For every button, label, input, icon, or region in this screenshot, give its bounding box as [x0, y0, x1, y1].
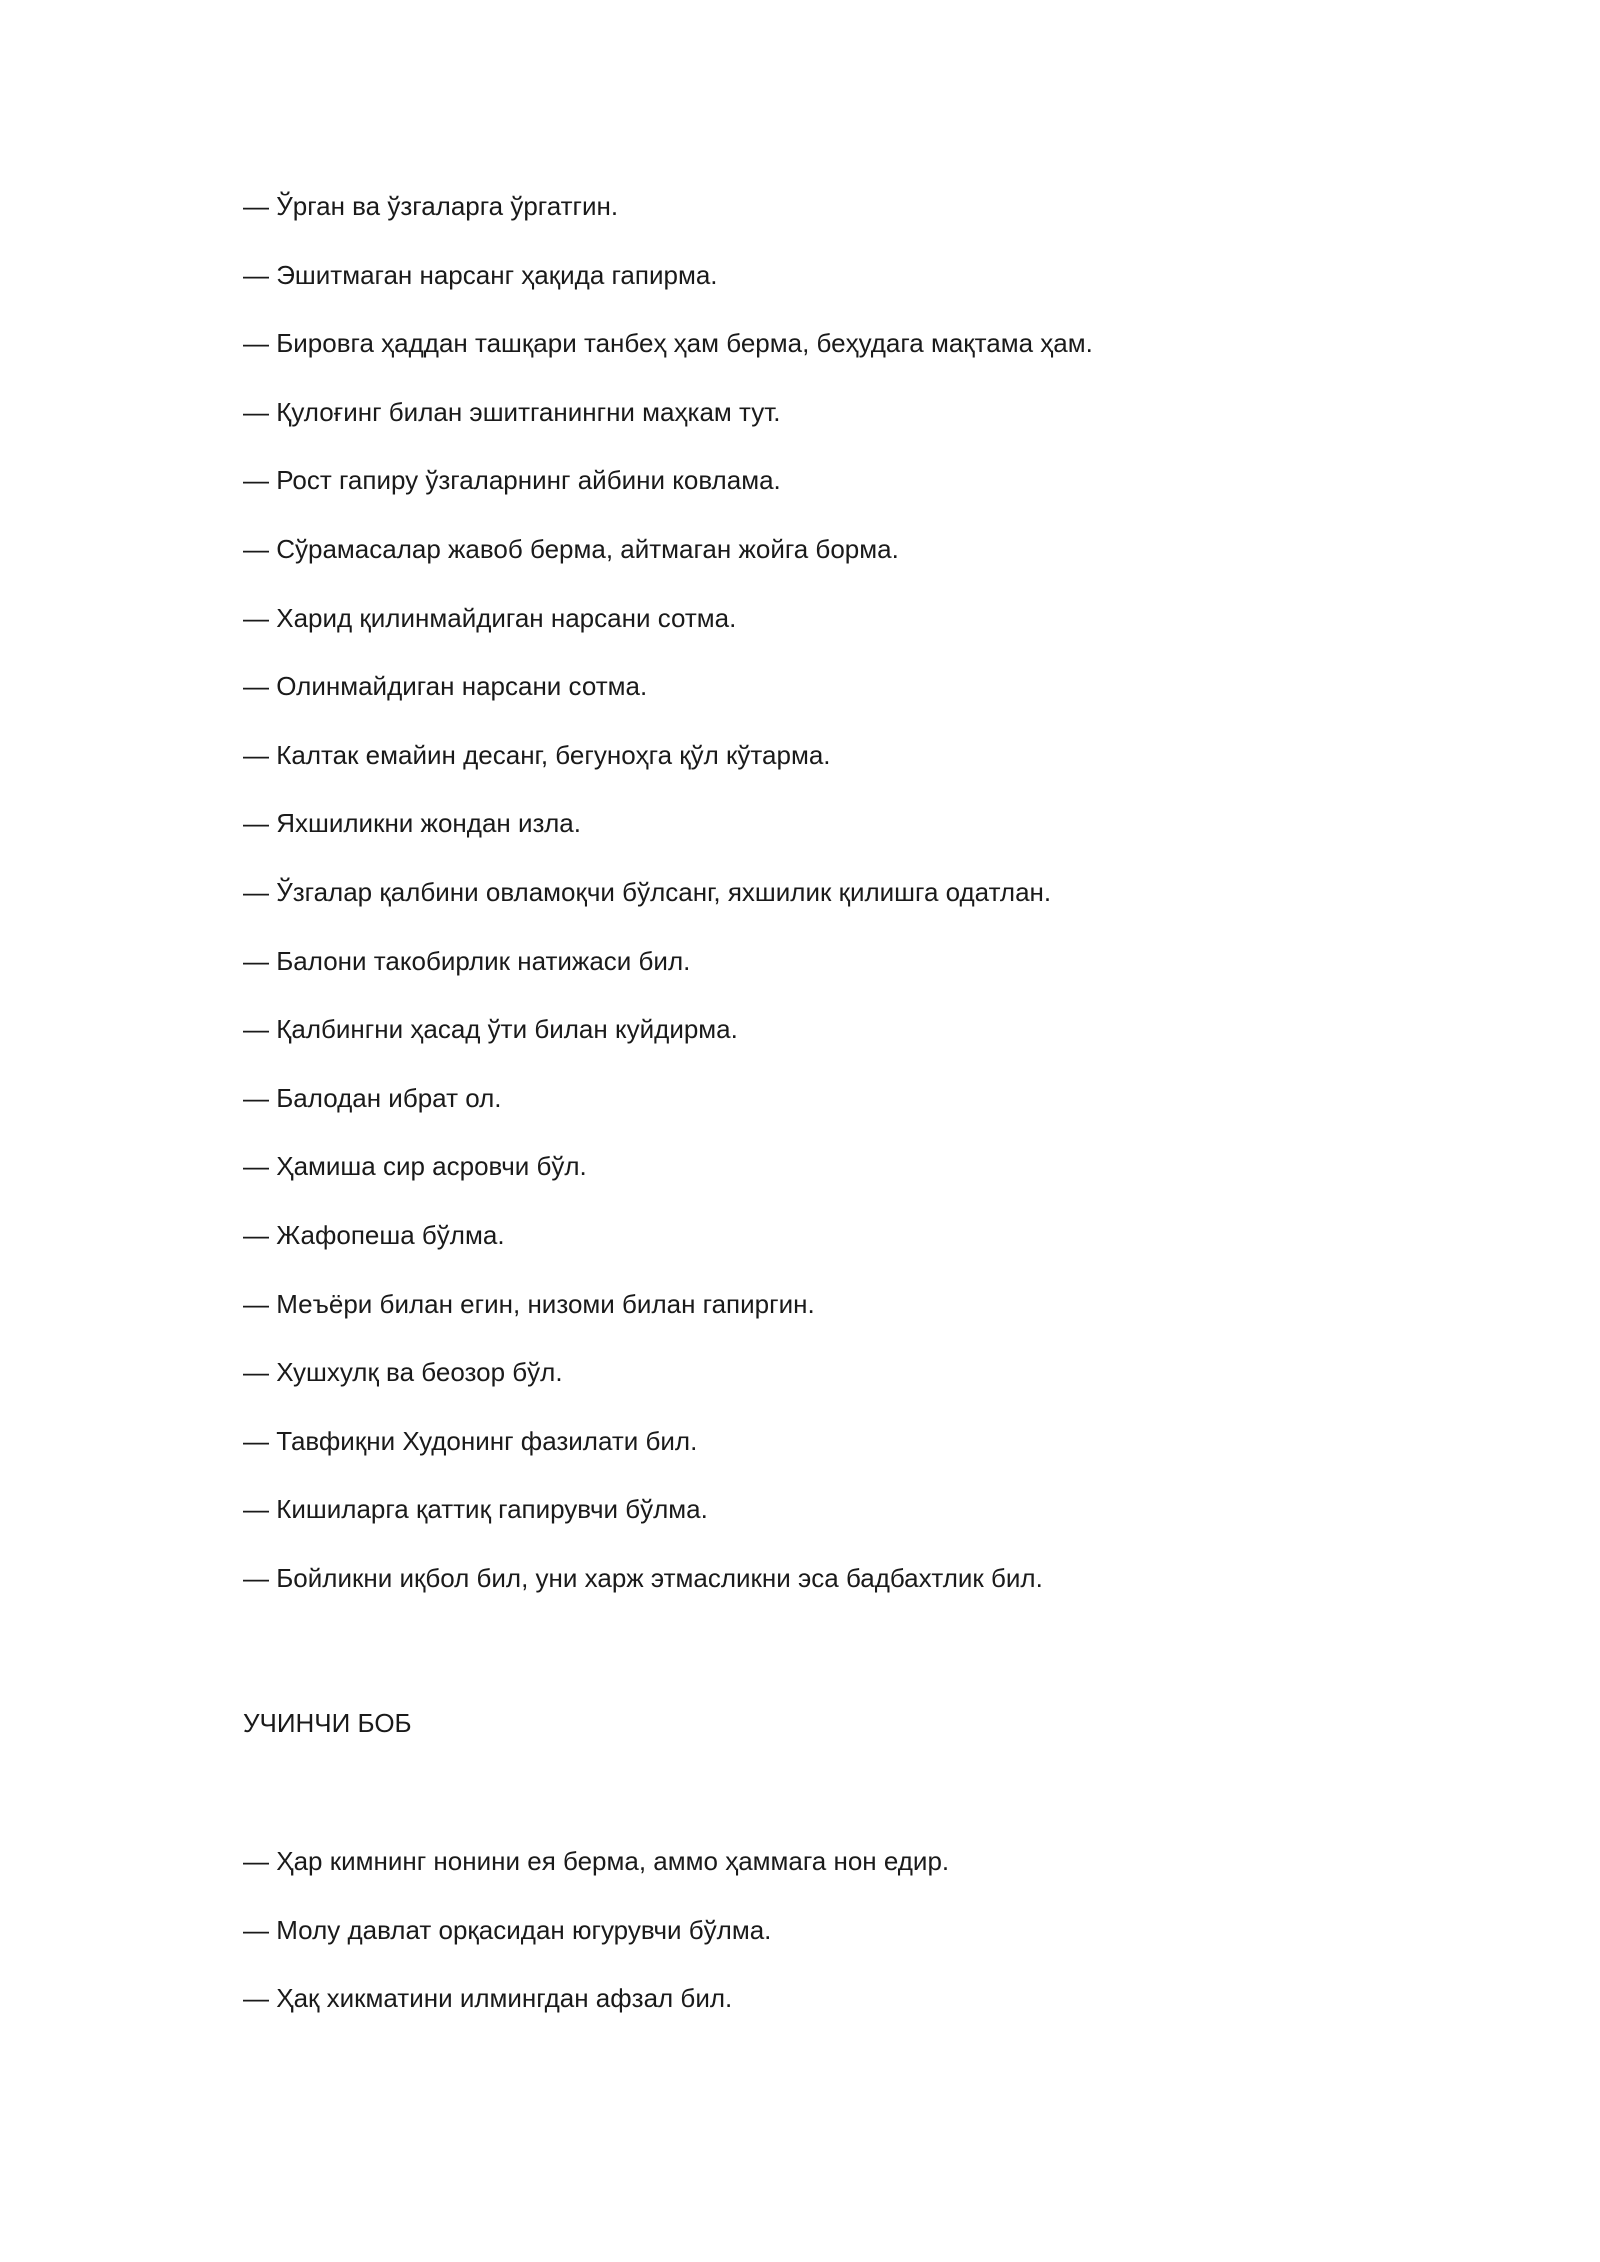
maxim-line: — Бировга ҳаддан ташқари танбеҳ ҳам берма, беҳудага мақтама ҳам. — [243, 328, 1093, 359]
maxim-line: — Кишиларга қаттиқ гапирувчи бўлма. — [243, 1494, 708, 1525]
maxim-line: — Балодан ибрат ол. — [243, 1082, 502, 1113]
maxim-line: — Харид қилинмайдиган нарсани сотма. — [243, 602, 737, 633]
maxim-line: — Жафопеша бўлма. — [243, 1219, 505, 1250]
maxim-line: — Ўрган ва ўзгаларга ўргатгин. — [243, 191, 619, 221]
maxim-line: — Ўзгалар қалбини овламоқчи бўлсанг, яхшилик қилишга одатлан. — [243, 876, 1052, 907]
maxim-line: — Ҳар кимнинг нонини ея берма, аммо ҳаммага нон едир. — [243, 1846, 950, 1876]
maxim-line: — Балони такобирлик натижаси бил. — [243, 945, 691, 976]
maxim-line: — Олинмайдиган нарсани сотма. — [243, 671, 648, 702]
maxim-line: — Ҳамиша сир асровчи бўл. — [243, 1151, 587, 1182]
maxim-line: — Калтак емайин десанг, бегуноҳга қўл кўтарма. — [243, 739, 831, 770]
maxims-list-section-2 — [243, 1845, 1443, 2051]
maxims-list-section-1 — [243, 190, 1443, 1630]
maxim-line: — Рост гапиру ўзгаларнинг айбини ковлама. — [243, 465, 781, 496]
maxim-line: — Хушхулқ ва беозор бўл. — [243, 1357, 563, 1388]
maxim-line: — Қалбингни ҳасад ўти билан куйдирма. — [243, 1014, 738, 1045]
maxim-line: — Сўрамасалар жавоб берма, айтмаган жойга борма. — [243, 533, 899, 564]
maxim-line: — Тавфиқни Худонинг фазилати бил. — [243, 1425, 698, 1456]
chapter-title: УЧИНЧИ БОБ — [243, 1708, 412, 1738]
maxim-line: — Меъёри билан егин, низоми билан гапиргин. — [243, 1288, 815, 1319]
maxim-line: — Ҳақ хикматини илмингдан афзал бил. — [243, 1983, 733, 2014]
maxim-line: — Бойликни иқбол бил, уни харж этмасликни эса бадбахтлик бил. — [243, 1562, 1043, 1593]
maxim-line: — Яхшиликни жондан изла. — [243, 808, 581, 839]
maxim-line: — Эшитмаган нарсанг ҳақида гапирма. — [243, 259, 718, 290]
maxim-line: — Молу давлат орқасидан югурувчи бўлма. — [243, 1914, 772, 1945]
maxim-line: — Қулоғинг билан эшитганингни маҳкам тут. — [243, 396, 781, 427]
